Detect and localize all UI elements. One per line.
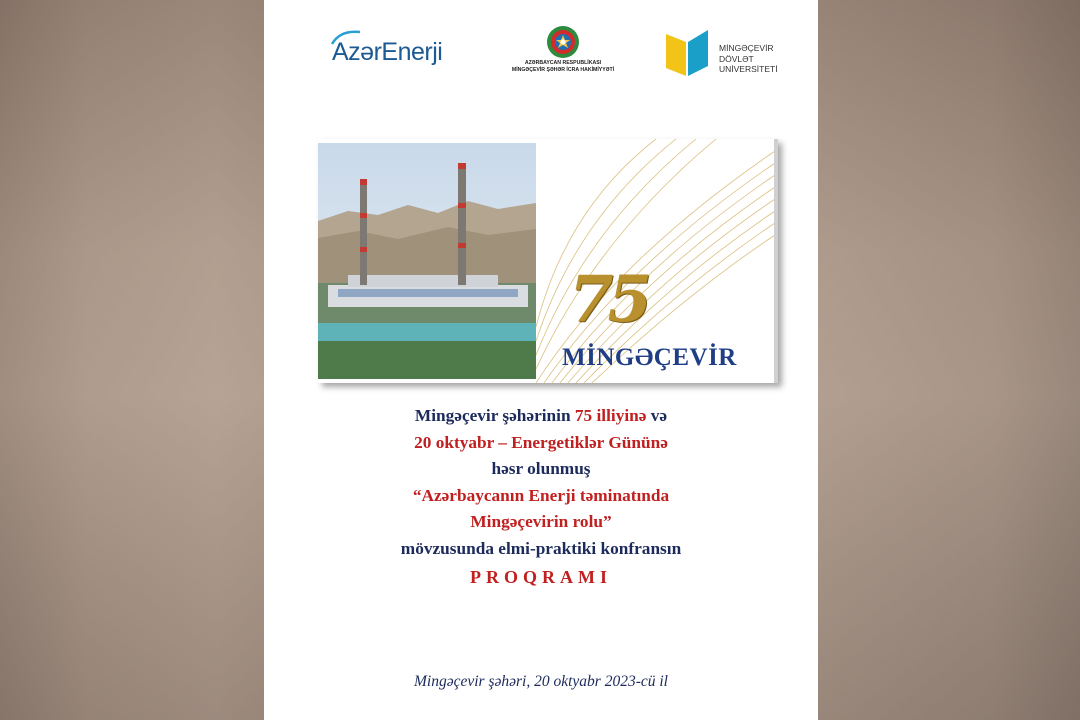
title-line-2: 20 oktyabr – Energetiklər Gününə	[414, 432, 668, 452]
title-line-1-part-b: 75 illiyinə	[574, 406, 647, 425]
title-line-6: mövzusunda elmi-praktiki konfransın	[400, 538, 682, 558]
azerenerji-logo	[330, 28, 480, 76]
background-blur-left	[0, 0, 264, 720]
title-line-1-part-a: Mingəçevir şəhərinin	[414, 406, 575, 425]
emblem-text-line1: AZƏRBAYCAN RESPUBLİKASI	[524, 60, 602, 66]
emblem-text-line2: MİNGƏÇEVİR ŞƏHƏR İCRA HAKİMİYYƏTİ	[511, 66, 615, 73]
university-name	[719, 43, 778, 75]
program-title	[264, 403, 818, 591]
footer-place-date: Mingəçevir şəhəri, 20 oktyabr 2023-cü il	[414, 673, 668, 690]
city-name-banner: MİNGƏÇEVİR	[562, 344, 737, 371]
university-name-line1: MİNGƏÇEVİR	[719, 43, 774, 53]
university-name-line3: UNİVERSİTETİ	[719, 64, 778, 74]
program-heading: PROQRAMI	[470, 567, 612, 587]
power-plant-photo	[318, 143, 536, 379]
title-line-5: Mingəçevirin rolu”	[470, 512, 612, 531]
document-page	[264, 0, 818, 720]
azerenerji-logo-text: AzərEnerji	[332, 38, 443, 66]
government-emblem	[501, 24, 625, 84]
state-emblem-icon	[545, 24, 581, 60]
university-logo	[664, 28, 794, 82]
background-blur-right	[818, 0, 1080, 720]
title-line-4: “Azərbaycanın Enerji təminatında	[412, 485, 670, 505]
title-line-1-part-c: və	[646, 406, 668, 425]
title-line-3: həsr olunmuş	[491, 459, 591, 478]
university-book-icon	[664, 28, 710, 78]
university-name-line2: DÖVLƏT	[719, 53, 754, 64]
title-line-1	[264, 403, 818, 430]
anniversary-number: 75	[569, 262, 647, 337]
